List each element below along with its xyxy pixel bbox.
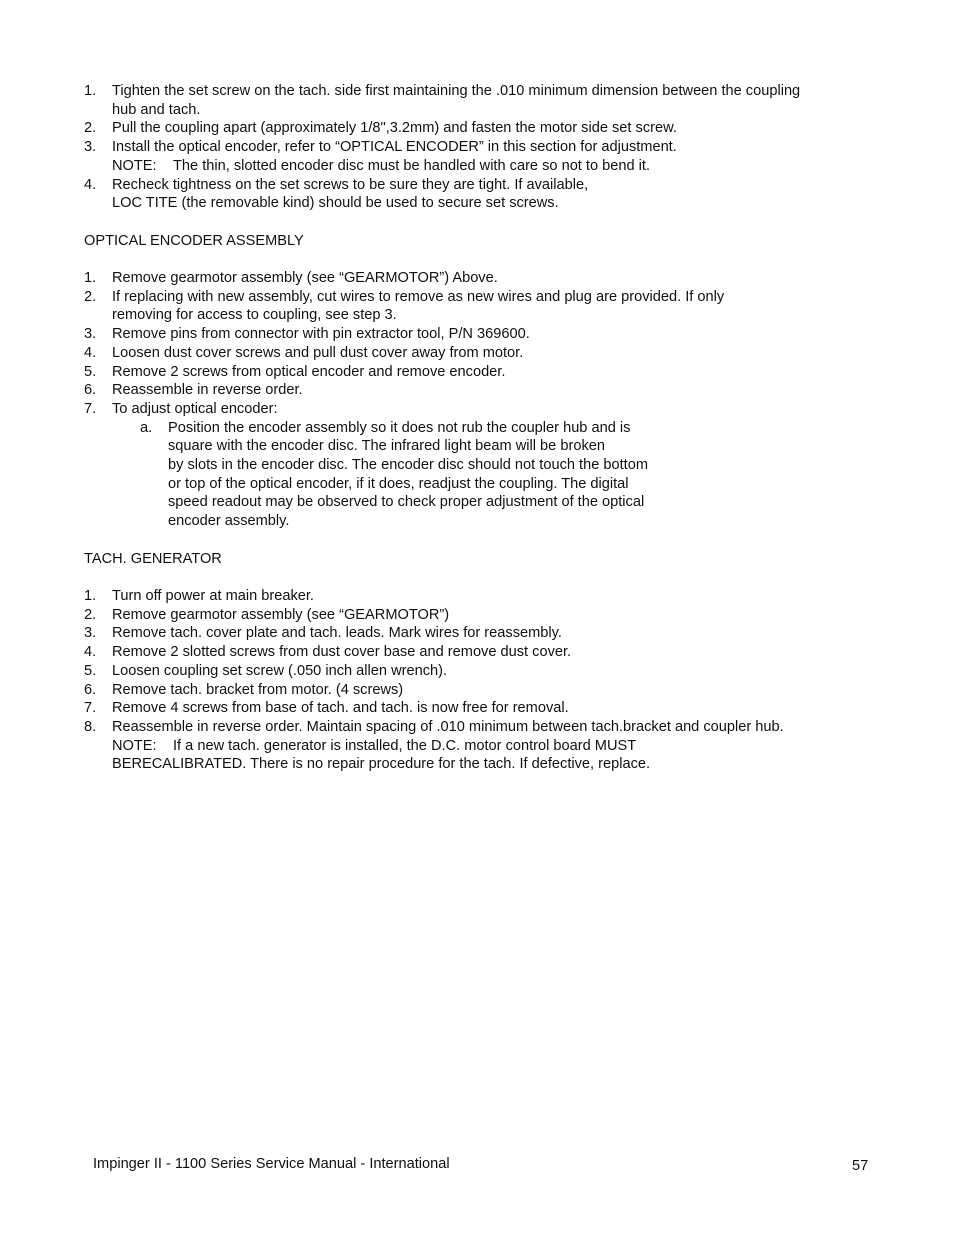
item-number: 6. — [84, 382, 97, 399]
tach-generator-steps-list — [84, 587, 874, 774]
list-item — [84, 624, 874, 643]
item-text: Install the optical encoder, refer to “OPTICAL ENCODER” in this section for adjustment. — [112, 139, 677, 156]
item-number: 7. — [84, 400, 97, 417]
list-item — [84, 138, 874, 175]
item-text: Remove gearmotor assembly (see “GEARMOTOR”) Above. — [112, 270, 498, 286]
list-item — [84, 119, 874, 138]
list-item — [84, 381, 874, 400]
sub-item-text: or top of the optical encoder, if it does, readjust the coupling. The digital — [168, 475, 629, 492]
item-text: Remove tach. cover plate and tach. leads. Mark wires for reassembly. — [112, 625, 562, 642]
item-number: 5. — [84, 363, 97, 380]
list-item — [84, 363, 874, 382]
item-number: 3. — [84, 326, 97, 343]
sub-item-letter: a. — [140, 419, 153, 436]
item-text: Turn off power at main breaker. — [112, 588, 314, 604]
item-number: 3. — [84, 139, 97, 156]
list-item — [84, 288, 874, 325]
item-text: Tighten the set screw on the tach. side first maintaining the .010 minimum dimension between the coupling — [112, 83, 801, 99]
section-heading-tach-generator: TACH. GENERATOR — [84, 551, 222, 567]
item-text: Pull the coupling apart (approximately 1/8",3.2mm) and fasten the motor side set screw. — [112, 120, 677, 137]
item-text: LOC TITE (the removable kind) should be used to secure set screws. — [112, 195, 559, 212]
list-item — [84, 681, 874, 700]
list-item — [84, 643, 874, 662]
list-item — [84, 662, 874, 681]
sub-item-text: encoder assembly. — [168, 513, 290, 530]
item-text: Remove 2 screws from optical encoder and remove encoder. — [112, 363, 506, 380]
item-number: 2. — [84, 288, 97, 305]
list-item — [84, 587, 874, 606]
list-item — [84, 699, 874, 718]
list-item — [84, 344, 874, 363]
item-number: 1. — [84, 270, 97, 286]
item-number: 2. — [84, 606, 97, 623]
list-item — [84, 269, 874, 288]
item-text: If replacing with new assembly, cut wires to remove as new wires and plug are provided. If only — [112, 288, 725, 305]
note-label: NOTE: — [112, 157, 157, 174]
list-item — [84, 718, 874, 774]
section-heading-optical-encoder: OPTICAL ENCODER ASSEMBLY — [84, 233, 304, 249]
list-item — [84, 606, 874, 625]
item-number: 3. — [84, 625, 97, 642]
list-item — [84, 400, 874, 419]
sub-item-text: Position the encoder assembly so it does not rub the coupler hub and is — [168, 419, 631, 436]
sub-item-text: by slots in the encoder disc. The encoder disc should not touch the bottom — [168, 457, 648, 474]
footer-manual-title: Impinger II - 1100 Series Service Manual - International — [93, 1156, 450, 1172]
item-text: Loosen coupling set screw (.050 inch allen wrench). — [112, 662, 448, 679]
item-text: Reassemble in reverse order. — [112, 382, 303, 399]
item-number: 7. — [84, 700, 97, 717]
item-number: 2. — [84, 120, 97, 137]
item-text: Loosen dust cover screws and pull dust cover away from motor. — [112, 344, 524, 361]
list-item — [84, 82, 874, 119]
coupling-steps-list — [84, 82, 874, 213]
item-text: Reassemble in reverse order. Maintain spacing of .010 minimum between tach.bracket and coupler hub. — [112, 718, 784, 735]
sub-list-item — [84, 419, 874, 531]
sub-item-text: speed readout may be observed to check proper adjustment of the optical — [168, 494, 645, 511]
note-line — [112, 737, 874, 756]
note-text: If a new tach. generator is installed, the D.C. motor control board MUST — [173, 737, 637, 754]
item-text: Recheck tightness on the set screws to be sure they are tight. If available, — [112, 176, 589, 193]
item-number: 1. — [84, 83, 97, 99]
item-number: 4. — [84, 344, 97, 361]
note-text: The thin, slotted encoder disc must be handled with care so not to bend it. — [173, 157, 651, 174]
note-line — [112, 157, 874, 176]
item-text: Remove 4 screws from base of tach. and tach. is now free for removal. — [112, 700, 569, 717]
item-number: 6. — [84, 681, 97, 698]
item-text: Remove 2 slotted screws from dust cover base and remove dust cover. — [112, 644, 572, 661]
item-text: BERECALIBRATED. There is no repair procedure for the tach. If defective, replace. — [112, 756, 651, 773]
item-text: Remove pins from connector with pin extractor tool, P/N 369600. — [112, 326, 530, 343]
item-number: 8. — [84, 718, 97, 735]
item-number: 4. — [84, 644, 97, 661]
item-text: Remove gearmotor assembly (see “GEARMOTOR”) — [112, 606, 450, 623]
item-text: removing for access to coupling, see step 3. — [112, 307, 397, 324]
item-text: Remove tach. bracket from motor. (4 screws) — [112, 681, 404, 698]
footer-page-number: 57 — [852, 1158, 869, 1174]
list-item — [84, 325, 874, 344]
note-label: NOTE: — [112, 737, 157, 754]
item-text: hub and tach. — [112, 101, 201, 118]
item-number: 5. — [84, 662, 97, 679]
sub-item-text: square with the encoder disc. The infrared light beam will be broken — [168, 438, 605, 455]
item-number: 1. — [84, 588, 97, 604]
list-item — [84, 176, 874, 213]
optical-encoder-steps-list — [84, 269, 874, 531]
item-number: 4. — [84, 176, 97, 193]
item-text: To adjust optical encoder: — [112, 400, 278, 417]
